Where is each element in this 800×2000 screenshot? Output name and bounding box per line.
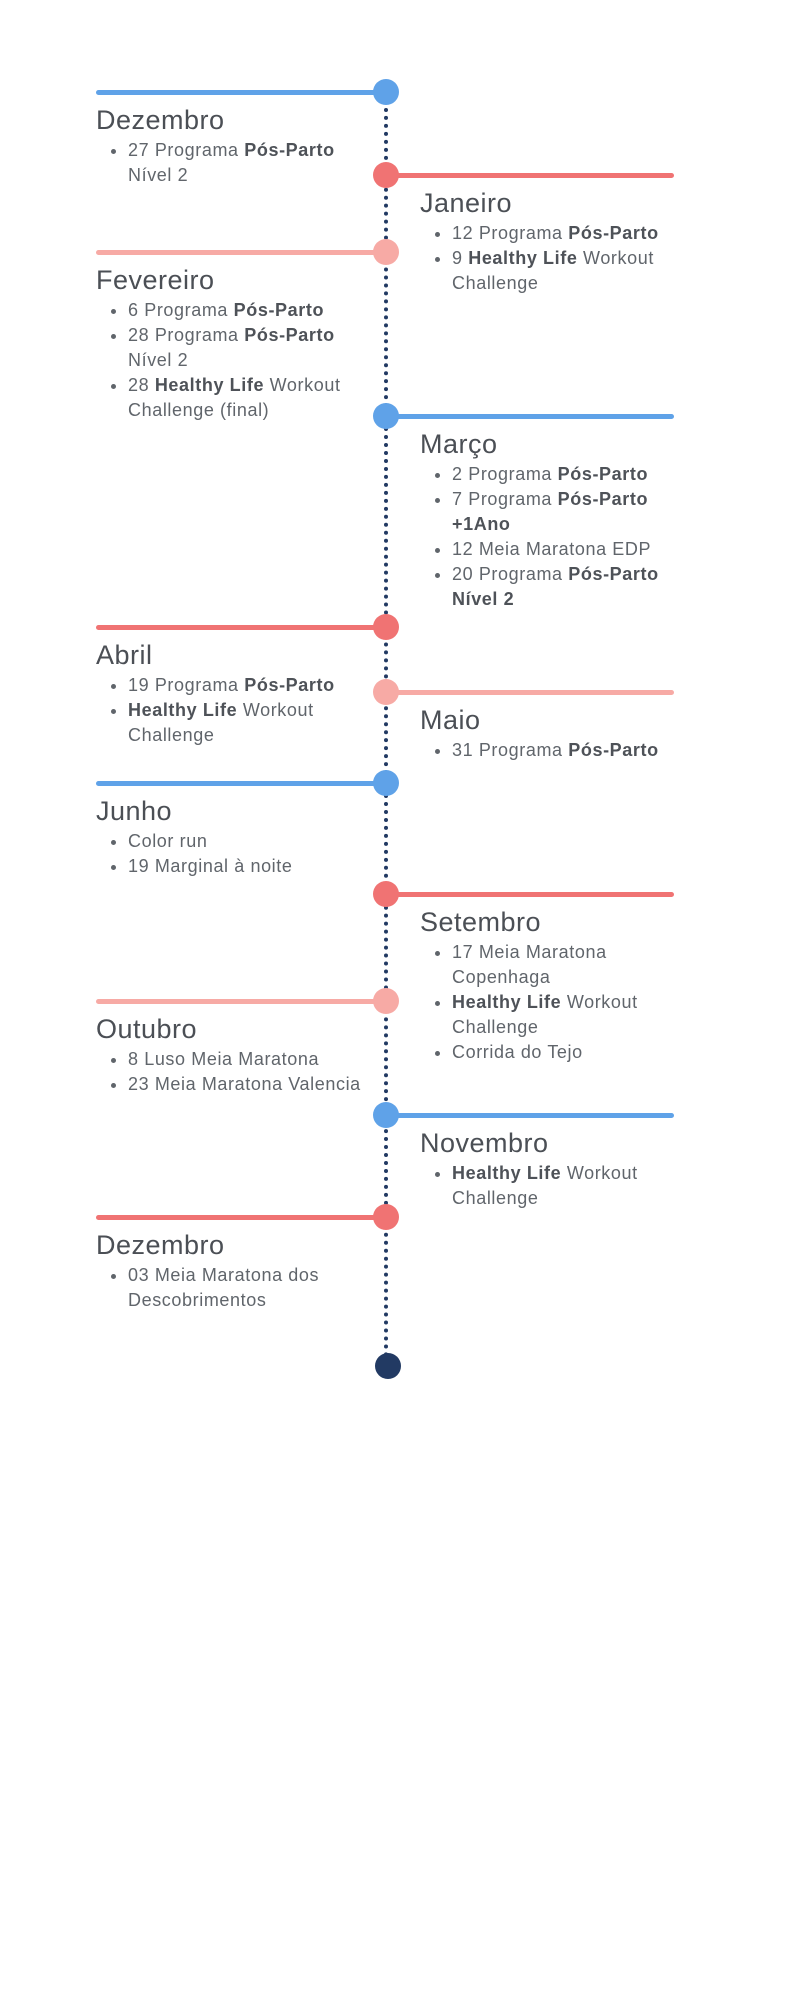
event-item [128,673,364,698]
event-highlight: Pós-Parto [568,740,659,760]
event-item [128,298,364,323]
event-highlight: Pós-Parto [244,325,335,345]
event-list [420,1161,700,1211]
event-list [96,1263,364,1313]
timeline-entry [96,264,364,423]
event-item [452,1040,700,1065]
event-list [420,940,700,1065]
event-text: 28 [128,375,155,395]
event-text: 7 Programa [452,489,558,509]
event-text: 31 Programa [452,740,569,760]
timeline-spine [384,92,388,1366]
timeline-entry [96,639,364,748]
event-text: Workout Challenge (final) [128,375,341,420]
month-heading: Dezembro [96,105,225,135]
event-item [452,487,700,537]
event-list [96,138,364,188]
timeline-entry [420,906,700,1065]
event-text: 6 Programa [128,300,234,320]
event-item [128,323,364,373]
event-text: 23 Meia Maratona Valencia [128,1074,361,1094]
event-item [128,854,364,879]
timeline-dot [373,1204,399,1230]
timeline-connector [386,1113,674,1118]
timeline-connector [96,250,386,255]
event-highlight: Pós-Parto [557,464,649,484]
timeline-entry [420,428,700,612]
event-highlight: Healthy Life [468,248,578,268]
timeline-entry [96,1229,364,1313]
event-list [420,221,700,296]
timeline-dot [373,1102,399,1128]
timeline-connector [96,781,386,786]
event-text: Workout Challenge [128,700,314,745]
event-item [452,990,700,1040]
timeline-entry [420,187,700,296]
event-text: 28 Programa [128,325,245,345]
event-text: 20 Programa [452,564,569,584]
event-highlight: Healthy Life [128,700,238,720]
event-item [128,138,364,188]
event-text: Nível 2 [128,165,189,185]
timeline-dot [373,403,399,429]
timeline-connector [386,892,674,897]
event-item [128,829,364,854]
event-item [128,373,364,423]
event-text: 27 Programa [128,140,245,160]
timeline-entry [420,1127,700,1211]
event-highlight: Pós-Parto +1Ano [452,489,649,534]
event-text: Workout Challenge [452,1163,638,1208]
timeline-dot [373,162,399,188]
event-text: 9 [452,248,469,268]
event-list [96,1047,364,1097]
event-text: Workout Challenge [452,248,654,293]
event-text: Corrida do Tejo [452,1042,583,1062]
event-item [128,1263,364,1313]
event-item [128,1047,364,1072]
event-highlight: Healthy Life [452,1163,562,1183]
month-heading: Janeiro [420,188,513,218]
event-item [452,221,700,246]
event-list [96,673,364,748]
timeline-entry [96,104,364,188]
event-text: 03 Meia Maratona dos Descobrimentos [128,1265,320,1310]
timeline-dot [373,770,399,796]
timeline-dot [373,988,399,1014]
timeline-dot [373,881,399,907]
timeline-dot [373,239,399,265]
event-item [452,462,700,487]
month-heading: Abril [96,640,153,670]
event-highlight: Healthy Life [154,375,265,395]
event-highlight: Pós-Parto [244,675,335,695]
timeline-connector [386,414,674,419]
timeline-connector [96,625,386,630]
month-heading: Dezembro [96,1230,225,1260]
month-heading: Maio [420,705,481,735]
timeline-connector [96,90,386,95]
event-text: Color run [128,831,208,851]
event-item [452,246,700,296]
event-highlight: Healthy Life [452,992,562,1012]
event-item [128,1072,364,1097]
month-heading: Setembro [420,907,542,937]
event-text: Nível 2 [128,350,189,370]
timeline-dot [373,614,399,640]
event-text: 19 Programa [128,675,245,695]
timeline-entry [96,795,364,879]
event-item [452,1161,700,1211]
event-text: 12 Meia Maratona EDP [452,539,652,559]
event-item [452,537,700,562]
event-list [420,462,700,612]
event-highlight: Pós-Parto [244,140,335,160]
event-list [420,738,700,763]
event-text: 19 Marginal à noite [128,856,293,876]
timeline-connector [386,690,674,695]
event-text: 17 Meia Maratona Copenhaga [452,942,607,987]
event-item [452,940,700,990]
event-text: 12 Programa [452,223,569,243]
event-list [96,829,364,879]
month-heading: Junho [96,796,173,826]
timeline-dot [373,79,399,105]
event-text: 2 Programa [452,464,558,484]
event-highlight: Pós-Parto Nível 2 [452,564,659,609]
event-item [452,738,700,763]
month-heading: Outubro [96,1014,198,1044]
timeline-entry [96,1013,364,1097]
event-item [128,698,364,748]
event-text: 8 Luso Meia Maratona [128,1049,320,1069]
timeline-connector [96,999,386,1004]
timeline-connector [386,173,674,178]
timeline-dot [373,679,399,705]
event-list [96,298,364,423]
timeline-end-dot [375,1353,401,1379]
month-heading: Novembro [420,1128,549,1158]
timeline-entry [420,704,700,763]
event-highlight: Pós-Parto [568,223,659,243]
timeline-connector [96,1215,386,1220]
month-heading: Março [420,429,498,459]
event-highlight: Pós-Parto [233,300,325,320]
event-text: Workout Challenge [452,992,638,1037]
month-heading: Fevereiro [96,265,215,295]
event-item [452,562,700,612]
